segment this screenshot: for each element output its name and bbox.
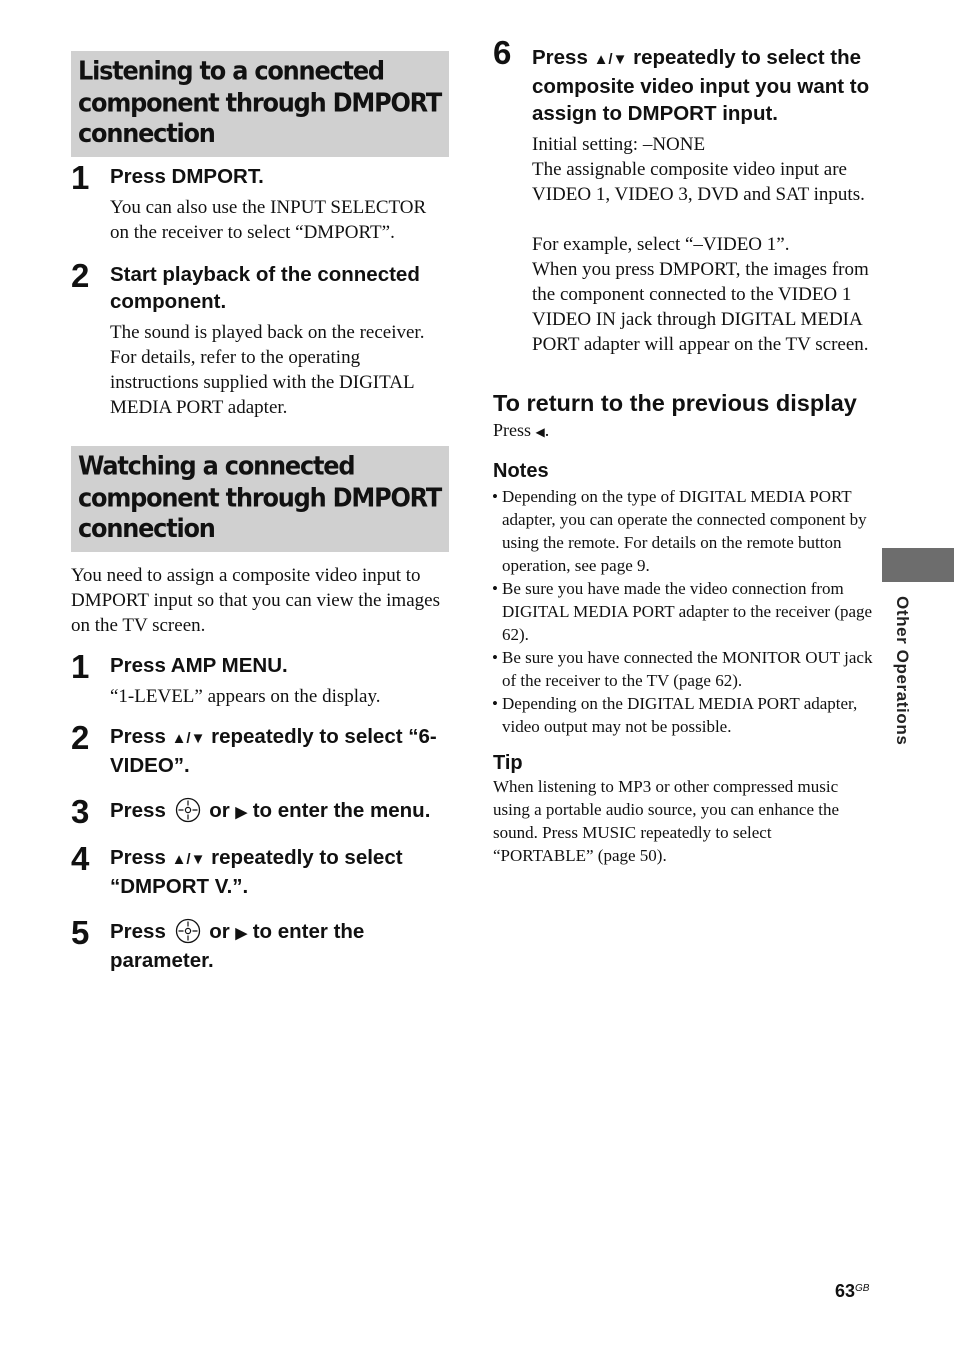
step-body: The sound is played back on the receiver. For details, refer to the operating instructions supplied with the DIGITAL MEDIA PORT adapter.	[110, 321, 425, 418]
right-arrow-icon: ▶	[235, 925, 248, 942]
enter-dial-icon	[175, 797, 201, 823]
up-down-arrow-icon: ▲/▼	[171, 851, 206, 868]
right-column	[493, 36, 873, 867]
tip-body: When listening to MP3 or other compressed music using a portable audio source, you can enhance the sound. Press MUSIC repeatedly to select “PORTABLE” (page 50).	[493, 777, 840, 865]
listen-step-1	[71, 158, 449, 245]
watching-intro: You need to assign a composite video input to DMPORT input so that you can view the images on the TV screen.	[71, 565, 440, 636]
assignable-inputs: The assignable composite video input are VIDEO 1, VIDEO 3, DVD and SAT inputs.	[532, 159, 865, 205]
step-number: 3	[71, 793, 90, 830]
example-select: For example, select “–VIDEO 1”.	[532, 234, 790, 255]
up-down-arrow-icon: ▲/▼	[593, 51, 628, 68]
notes-list	[493, 485, 873, 738]
step-number: 1	[71, 648, 90, 685]
step-text: Press	[110, 725, 172, 748]
step-number: 6	[493, 34, 512, 71]
return-text: .	[544, 420, 550, 440]
step-text: repeatedly to select “DMPORT V.”.	[110, 846, 403, 898]
step-text: Press	[110, 799, 172, 822]
return-body	[493, 418, 873, 445]
return-text: Press	[493, 420, 536, 440]
step-body: You can also use the INPUT SELECTOR on the receiver to select “DMPORT”.	[110, 196, 427, 243]
note-item: • Be sure you have connected the MONITOR OUT jack of the receiver to the TV (page 62).	[493, 646, 873, 692]
watch-step-5	[71, 914, 449, 974]
example-result: When you press DMPORT, the images from the component connected to the VIDEO 1 VIDEO IN jack through DIGITAL MEDIA PORT adapter will appear on the TV screen.	[532, 259, 869, 355]
step-number: 2	[71, 256, 90, 294]
step-text: repeatedly to select “6-VIDEO”.	[110, 725, 437, 777]
section-heading-listening: Listening to a connected component through DMPORT connection	[71, 51, 449, 156]
step-text: or	[203, 799, 236, 822]
step-body: “1-LEVEL” appears on the display.	[110, 686, 381, 707]
step-number: 1	[71, 158, 90, 196]
step-number: 4	[71, 840, 90, 877]
step-title	[110, 844, 449, 900]
step-title	[532, 36, 873, 127]
section-tab	[882, 548, 954, 582]
page-number-value: 63	[835, 1281, 856, 1301]
up-down-arrow-icon: ▲/▼	[171, 730, 206, 747]
watch-step-6	[493, 36, 873, 357]
enter-dial-icon	[175, 918, 201, 944]
left-column	[71, 51, 449, 974]
notes-heading: Notes	[493, 460, 549, 482]
note-item: • Depending on the type of DIGITAL MEDIA PORT adapter, you can operate the connected component by using the remote. For details on the remote button operation, see page 9.	[493, 485, 873, 577]
step-text: Press	[532, 46, 594, 69]
tip-heading: Tip	[493, 752, 523, 774]
step-title: Press DMPORT.	[110, 164, 264, 188]
section-label: Other Operations	[893, 596, 912, 746]
return-heading: To return to the previous display	[493, 390, 857, 416]
section-heading-watching: Watching a connected component through DMPORT connection	[71, 446, 449, 551]
step-title	[110, 723, 449, 779]
listen-step-2	[71, 256, 449, 420]
page-suffix: GB	[855, 1283, 870, 1294]
watch-step-1	[71, 648, 449, 709]
step-text: or	[203, 920, 236, 943]
watch-step-2	[71, 719, 449, 779]
step-title	[110, 797, 449, 826]
step-text: to enter the menu.	[247, 799, 431, 822]
watch-step-4	[71, 840, 449, 900]
step-number: 5	[71, 914, 90, 951]
initial-setting: Initial setting: –NONE	[532, 134, 706, 155]
watch-step-3	[71, 793, 449, 830]
right-arrow-icon: ▶	[235, 804, 248, 821]
step-text: Press	[110, 920, 172, 943]
step-body	[532, 132, 873, 357]
step-text: to enter the parameter.	[110, 920, 365, 972]
note-item: • Be sure you have made the video connection from DIGITAL MEDIA PORT adapter to the receiver (page 62).	[493, 577, 873, 646]
page-number	[835, 1281, 869, 1302]
step-title: Press AMP MENU.	[110, 654, 288, 677]
step-title	[110, 918, 449, 974]
note-item: • Depending on the DIGITAL MEDIA PORT adapter, video output may not be possible.	[493, 692, 873, 738]
step-text: repeatedly to select the composite video input you want to assign to DMPORT input.	[532, 46, 870, 125]
step-number: 2	[71, 719, 90, 756]
return-arrow-icon: ◀	[535, 425, 545, 439]
step-title: Start playback of the connected component.	[110, 262, 420, 313]
step-text: Press	[110, 846, 172, 869]
